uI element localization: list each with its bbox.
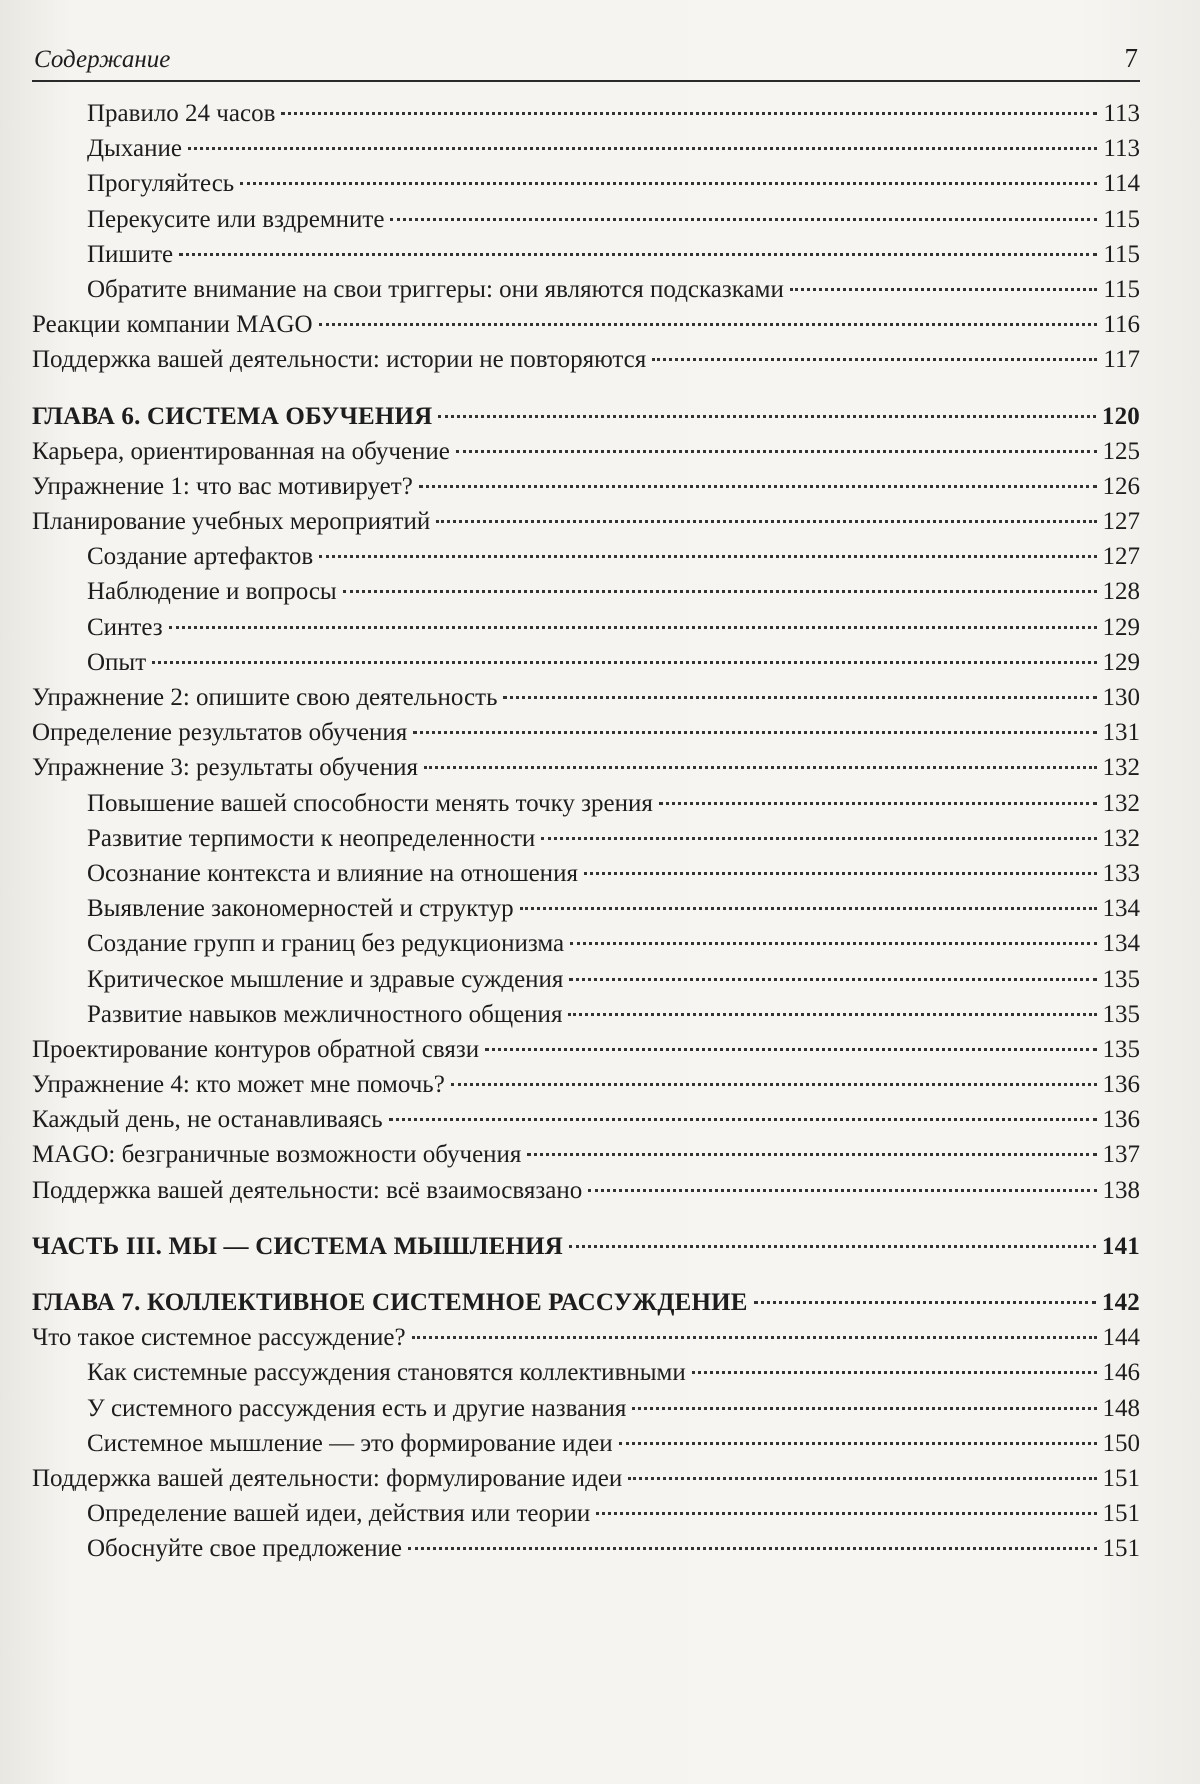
dot-leader [569, 1245, 1096, 1248]
dot-leader [485, 1048, 1096, 1051]
toc-entry-title: Правило 24 часов [87, 100, 276, 127]
dot-leader [503, 696, 1096, 699]
dot-leader [169, 626, 1097, 629]
toc-entry [32, 1173, 1140, 1208]
dot-leader [619, 1442, 1097, 1445]
toc-entry [32, 680, 1140, 715]
toc-entry-title: Наблюдение и вопросы [87, 578, 337, 606]
toc-entry [32, 1067, 1140, 1102]
toc-entry [32, 1137, 1140, 1172]
dot-leader [179, 253, 1097, 256]
toc-entry [32, 166, 1140, 201]
toc-entry-page: 115 [1103, 275, 1140, 303]
toc-entry-title: Реакции компании MAGO [32, 311, 313, 339]
toc-entry-page: 120 [1101, 402, 1140, 430]
toc-entry [32, 469, 1140, 504]
dot-leader [659, 802, 1097, 805]
toc-entry-page: 128 [1102, 578, 1140, 606]
dot-leader [408, 1547, 1096, 1550]
toc-entry-title: ГЛАВА 7. КОЛЛЕКТИВНОЕ СИСТЕМНОЕ РАССУЖДЕНИЕ [32, 1289, 748, 1316]
toc-entry-title: Обоснуйте свое предложение [87, 1535, 403, 1563]
toc-entry-page: 138 [1102, 1176, 1140, 1204]
dot-leader [456, 450, 1097, 453]
toc-entry-title: Планирование учебных мероприятий [32, 508, 431, 536]
toc-entry-page: 130 [1102, 684, 1140, 711]
toc-entry-page: 148 [1102, 1394, 1140, 1422]
dot-leader [541, 837, 1096, 840]
dot-leader [527, 1153, 1096, 1156]
toc-entry-title: Упражнение 2: опишите свою деятельность [32, 684, 498, 711]
toc-entry [32, 272, 1140, 307]
toc-entry [32, 1531, 1140, 1566]
dot-leader [419, 485, 1097, 488]
toc-entry-title: Как системные рассуждения становятся коллективными [87, 1359, 686, 1387]
toc-entry-title: Развитие навыков межличностного общения [87, 1000, 563, 1028]
toc-entry-page: 146 [1102, 1359, 1140, 1387]
toc-entry-page: 116 [1103, 311, 1140, 339]
toc-entry [32, 574, 1140, 609]
toc-entry-title: Системное мышление — это формирование идеи [87, 1429, 613, 1457]
dot-leader [569, 978, 1096, 981]
toc-entry-title: Упражнение 1: что вас мотивирует? [32, 472, 413, 500]
dot-leader [319, 555, 1096, 558]
toc-entry-title: ЧАСТЬ III. МЫ — СИСТЕМА МЫШЛЕНИЯ [32, 1232, 564, 1260]
dot-leader [596, 1512, 1096, 1515]
toc-entry-page: 129 [1102, 648, 1140, 676]
dot-leader [438, 415, 1095, 418]
toc-entry [32, 1391, 1140, 1426]
dot-leader [652, 358, 1097, 361]
toc-entry [32, 1496, 1140, 1531]
toc-entry-title: ГЛАВА 6. СИСТЕМА ОБУЧЕНИЯ [32, 402, 433, 430]
toc-entry-page: 133 [1102, 859, 1140, 887]
dot-leader [389, 1118, 1097, 1121]
toc-entry-page: 127 [1102, 508, 1140, 536]
toc-entry-title: Опыт [87, 648, 147, 676]
toc-entry-title: Упражнение 3: результаты обучения [32, 754, 418, 782]
toc-entry [32, 645, 1140, 680]
toc-entry-page: 132 [1102, 789, 1140, 817]
toc-entry-title: У системного рассуждения есть и другие названия [87, 1394, 627, 1422]
running-header [32, 40, 1140, 82]
toc-entry [32, 307, 1140, 342]
toc-entry-page: 115 [1103, 240, 1140, 268]
dot-leader [240, 182, 1097, 185]
toc-entry-page: 113 [1103, 135, 1140, 163]
toc-entry-page: 137 [1102, 1141, 1140, 1169]
toc-entry [32, 342, 1140, 377]
toc-entry [32, 856, 1140, 891]
dot-leader [632, 1407, 1096, 1410]
toc-entry [32, 1320, 1140, 1355]
toc-entry [32, 1461, 1140, 1496]
toc-entry-page: 135 [1102, 1035, 1140, 1063]
toc-entry [32, 715, 1140, 750]
toc-entry-page: 141 [1101, 1232, 1140, 1260]
toc-entry-title: Дыхание [87, 135, 182, 163]
toc-entry-page: 136 [1102, 1071, 1140, 1099]
toc-entry-title: Создание артефактов [87, 543, 314, 571]
toc-entry-page: 132 [1102, 824, 1140, 852]
dot-leader [628, 1477, 1096, 1480]
dot-leader [570, 942, 1096, 945]
toc-entry-page: 113 [1103, 100, 1140, 127]
toc-entry-page: 125 [1102, 437, 1140, 465]
toc-entry [32, 1426, 1140, 1461]
toc-entry-title: Осознание контекста и влияние на отношения [87, 859, 578, 887]
toc-chapter-entry [32, 1285, 1140, 1320]
toc-entry [32, 610, 1140, 645]
toc-entry-title: Поддержка вашей деятельности: истории не повторяются [32, 346, 647, 374]
toc-entry-page: 150 [1102, 1429, 1140, 1457]
toc-entry-title: Выявление закономерностей и структур [87, 895, 514, 923]
toc-entry [32, 202, 1140, 237]
toc-entry [32, 1102, 1140, 1137]
running-title: Содержание [34, 46, 171, 73]
toc-entry [32, 926, 1140, 961]
toc-entry-title: Повышение вашей способности менять точку зрения [87, 789, 653, 817]
dot-leader [390, 218, 1097, 221]
toc-entry-title: Обратите внимание на свои триггеры: они являются подсказками [87, 275, 784, 303]
dot-leader [451, 1083, 1097, 1086]
dot-leader [412, 1336, 1097, 1339]
dot-leader [754, 1301, 1096, 1304]
toc-entry [32, 96, 1140, 131]
toc-entry [32, 1355, 1140, 1390]
toc-entry [32, 786, 1140, 821]
toc-entry-title: Карьера, ориентированная на обучение [32, 437, 450, 465]
toc-entry-title: Определение результатов обучения [32, 719, 408, 747]
dot-leader [520, 907, 1097, 910]
toc-entry-title: MAGO: безграничные возможности обучения [32, 1141, 522, 1169]
toc-entry [32, 434, 1140, 469]
toc-entry-page: 131 [1102, 719, 1140, 747]
toc-entry-page: 135 [1102, 965, 1140, 993]
toc-entry [32, 821, 1140, 856]
toc-entry-title: Каждый день, не останавливаясь [32, 1106, 383, 1134]
toc-entry-page: 129 [1102, 613, 1140, 641]
page-number: 7 [1124, 43, 1138, 73]
toc-entry [32, 131, 1140, 166]
toc-entry [32, 750, 1140, 785]
dot-leader [413, 731, 1096, 734]
toc-entry-title: Что такое системное рассуждение? [32, 1324, 406, 1352]
dot-leader [424, 766, 1097, 769]
toc-entry-title: Развитие терпимости к неопределенности [87, 824, 536, 852]
toc-entry-page: 135 [1102, 1000, 1140, 1028]
toc-entry-page: 115 [1103, 205, 1140, 233]
toc-entry-page: 117 [1103, 346, 1140, 374]
toc-entry [32, 237, 1140, 272]
table-of-contents [32, 96, 1140, 1567]
toc-entry-title: Проектирование контуров обратной связи [32, 1035, 480, 1063]
dot-leader [188, 147, 1097, 150]
toc-entry-title: Поддержка вашей деятельности: формулирование идеи [32, 1464, 623, 1492]
toc-entry-page: 134 [1102, 895, 1140, 923]
toc-entry-page: 127 [1102, 543, 1140, 571]
toc-entry-title: Критическое мышление и здравые суждения [87, 965, 564, 993]
toc-entry-page: 151 [1102, 1500, 1140, 1528]
toc-entry-title: Перекусите или вздремните [87, 205, 385, 233]
toc-entry-title: Поддержка вашей деятельности: всё взаимосвязано [32, 1176, 583, 1204]
dot-leader [319, 323, 1098, 326]
dot-leader [152, 661, 1096, 664]
toc-entry [32, 891, 1140, 926]
toc-chapter-entry [32, 399, 1140, 434]
toc-entry [32, 997, 1140, 1032]
toc-chapter-entry [32, 1229, 1140, 1264]
toc-entry-page: 144 [1102, 1324, 1140, 1352]
dot-leader [568, 1013, 1096, 1016]
toc-entry-page: 136 [1102, 1106, 1140, 1134]
toc-entry-page: 151 [1102, 1535, 1140, 1563]
toc-entry-title: Создание групп и границ без редукционизма [87, 930, 565, 958]
toc-entry-title: Упражнение 4: кто может мне помочь? [32, 1071, 445, 1099]
toc-entry-page: 132 [1102, 754, 1140, 782]
toc-entry-page: 126 [1102, 472, 1140, 500]
dot-leader [588, 1189, 1096, 1192]
toc-entry [32, 539, 1140, 574]
toc-entry-page: 142 [1101, 1289, 1140, 1316]
toc-entry [32, 962, 1140, 997]
dot-leader [692, 1371, 1097, 1374]
dot-leader [436, 520, 1096, 523]
dot-leader [584, 872, 1097, 875]
toc-entry-page: 114 [1103, 170, 1140, 198]
toc-entry-title: Определение вашей идеи, действия или теории [87, 1500, 591, 1528]
dot-leader [281, 112, 1097, 115]
dot-leader [790, 288, 1098, 291]
toc-entry-page: 134 [1102, 930, 1140, 958]
dot-leader [343, 590, 1097, 593]
toc-entry-page: 151 [1102, 1464, 1140, 1492]
toc-entry [32, 1032, 1140, 1067]
toc-entry [32, 504, 1140, 539]
toc-entry-title: Синтез [87, 613, 163, 641]
toc-entry-title: Пишите [87, 240, 174, 268]
toc-entry-title: Прогуляйтесь [87, 170, 235, 198]
